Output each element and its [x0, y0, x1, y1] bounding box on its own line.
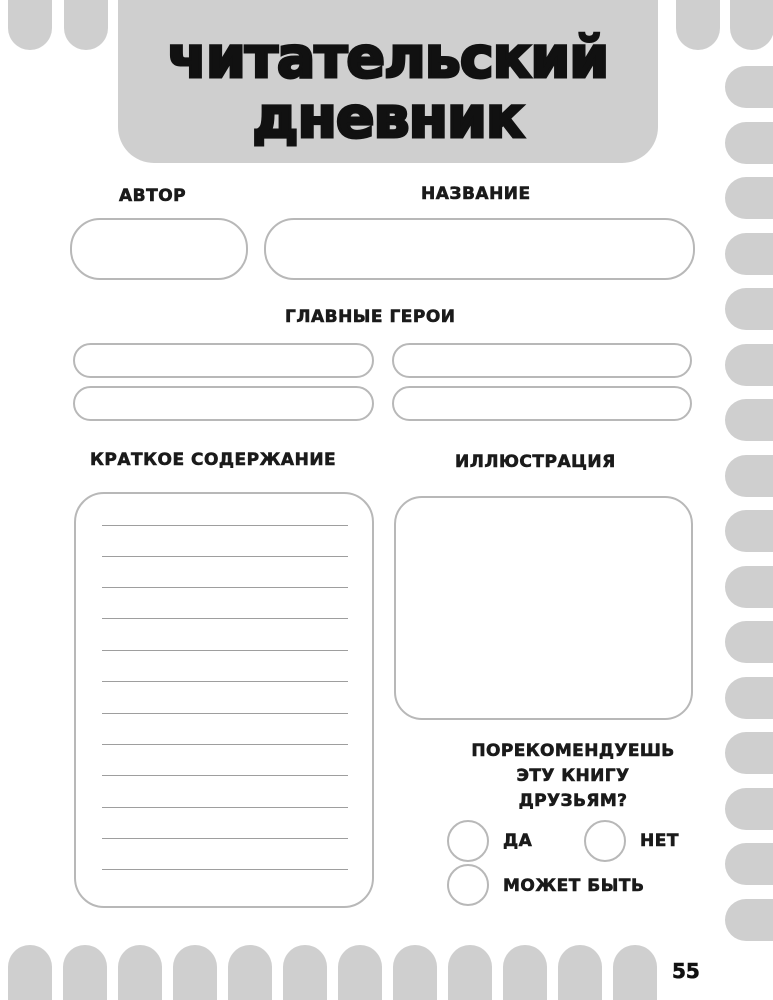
writing-line — [102, 681, 348, 682]
writing-line — [102, 525, 348, 526]
author-label: АВТОР — [119, 186, 187, 206]
no-checkbox[interactable] — [584, 820, 626, 862]
decor-stripe — [725, 177, 773, 219]
decor-stripe — [613, 945, 657, 1000]
author-field[interactable] — [70, 218, 248, 280]
decor-stripe — [725, 677, 773, 719]
decor-stripe — [8, 945, 52, 1000]
writing-line — [102, 838, 348, 839]
decor-stripe — [725, 344, 773, 386]
recommend-question — [450, 739, 696, 814]
decor-stripe — [228, 945, 272, 1000]
decor-stripe — [676, 0, 720, 50]
decor-stripe — [503, 945, 547, 1000]
writing-line — [102, 807, 348, 808]
decor-stripe — [725, 510, 773, 552]
decor-stripe — [393, 945, 437, 1000]
yes-label: ДА — [503, 831, 533, 851]
decor-stripe — [725, 843, 773, 885]
decor-stripe — [725, 899, 773, 941]
decor-stripe — [725, 566, 773, 608]
decor-stripe — [63, 945, 107, 1000]
maybe-label: МОЖЕТ БЫТЬ — [503, 876, 645, 896]
no-label: НЕТ — [640, 831, 679, 851]
decor-stripe — [725, 455, 773, 497]
hero-field-4[interactable] — [392, 386, 692, 421]
book-title-field[interactable] — [264, 218, 695, 280]
decor-stripe — [118, 945, 162, 1000]
decor-stripe — [730, 0, 773, 50]
hero-field-3[interactable] — [73, 386, 374, 421]
decor-stripe — [173, 945, 217, 1000]
writing-line — [102, 869, 348, 870]
writing-line — [102, 713, 348, 714]
title-banner — [118, 0, 658, 163]
writing-line — [102, 744, 348, 745]
decor-stripe — [283, 945, 327, 1000]
summary-field[interactable] — [74, 492, 374, 908]
recommend-question-line: ДРУЗЬЯМ? — [518, 791, 628, 811]
illustration-label: ИЛЛЮСТРАЦИЯ — [455, 452, 616, 472]
decor-stripe — [64, 0, 108, 50]
decor-stripe — [448, 945, 492, 1000]
decor-stripe — [8, 0, 52, 50]
decor-stripe — [558, 945, 602, 1000]
decor-stripe — [725, 621, 773, 663]
decor-stripe — [725, 122, 773, 164]
main-heroes-label: ГЛАВНЫЕ ГЕРОИ — [285, 307, 456, 327]
decor-stripe — [338, 945, 382, 1000]
summary-label: КРАТКОЕ СОДЕРЖАНИЕ — [90, 450, 337, 470]
decor-stripe — [725, 732, 773, 774]
hero-field-1[interactable] — [73, 343, 374, 378]
writing-line — [102, 556, 348, 557]
decor-stripe — [725, 233, 773, 275]
writing-line — [102, 618, 348, 619]
recommend-question-line: ЭТУ КНИГУ — [516, 766, 630, 786]
writing-line — [102, 650, 348, 651]
hero-field-2[interactable] — [392, 343, 692, 378]
decor-stripe — [725, 788, 773, 830]
writing-line — [102, 775, 348, 776]
book-title-label: НАЗВАНИЕ — [421, 184, 531, 204]
writing-line — [102, 587, 348, 588]
page-number: 55 — [672, 959, 700, 983]
yes-checkbox[interactable] — [447, 820, 489, 862]
recommend-question-line: ПОРЕКОМЕНДУЕШЬ — [471, 741, 675, 761]
page-title-line-2: дневник — [252, 84, 524, 151]
decor-stripe — [725, 288, 773, 330]
decor-stripe — [725, 399, 773, 441]
maybe-checkbox[interactable] — [447, 864, 489, 906]
illustration-field[interactable] — [394, 496, 693, 720]
decor-stripe — [725, 66, 773, 108]
page-title-line-1: читательский — [167, 24, 609, 91]
